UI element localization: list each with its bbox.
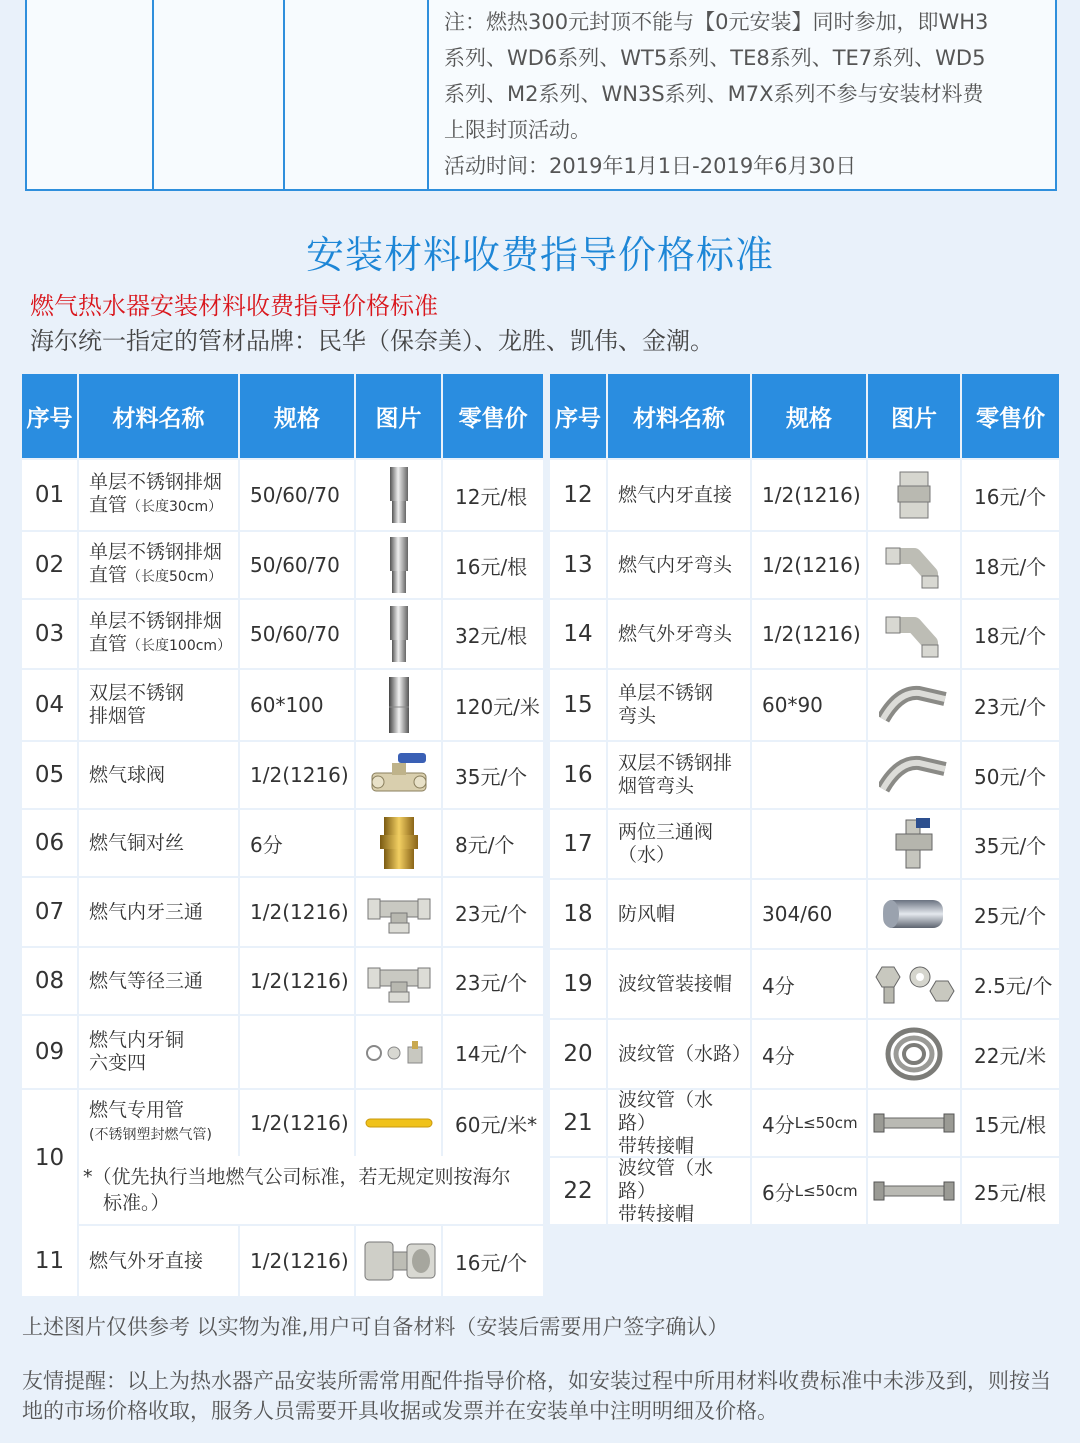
material-name-text xyxy=(618,682,713,728)
row-number: 15 xyxy=(550,670,606,740)
name-line: 排烟管 xyxy=(89,705,147,727)
name-line: 燃气内牙直接 xyxy=(618,483,733,506)
material-name xyxy=(608,532,750,598)
material-name xyxy=(79,878,238,946)
column-header: 图片 xyxy=(356,374,441,458)
name-line: 弯头 xyxy=(618,705,657,727)
material-name xyxy=(79,810,238,876)
name-line: 波纹管（水路） xyxy=(618,1156,714,1202)
product-image xyxy=(868,950,960,1018)
note-line: 上限封顶活动。 xyxy=(444,118,591,142)
name-line: 单层不锈钢排烟 xyxy=(89,541,223,563)
spec-value: 4分 xyxy=(762,1112,795,1137)
retail-price: 23元/个 xyxy=(962,670,1059,740)
spec-length: L≤50cm xyxy=(794,1182,858,1200)
material-name-text xyxy=(618,1043,750,1066)
product-image xyxy=(356,948,441,1014)
row-number: 05 xyxy=(22,742,77,808)
material-name xyxy=(608,460,750,530)
column-header: 序号 xyxy=(22,374,77,458)
name-line: （水） xyxy=(618,844,676,866)
spec xyxy=(752,532,866,598)
retail-price: 12元/根 xyxy=(443,460,543,530)
flex-hose-icon xyxy=(872,1110,956,1136)
product-image xyxy=(356,1016,441,1088)
name-line: 波纹管装接帽 xyxy=(618,972,733,995)
product-image xyxy=(868,810,960,878)
material-name-text xyxy=(618,623,732,646)
retail-price: 120元/米 xyxy=(443,670,543,740)
material-name xyxy=(608,1090,750,1156)
spec-value: 1/2(1216) xyxy=(762,622,861,646)
name-line: 燃气铜对丝 xyxy=(89,831,185,854)
row-number: 13 xyxy=(550,532,606,598)
retail-price: 16元/个 xyxy=(443,1226,543,1296)
material-name-text xyxy=(618,903,675,926)
name-note: （长度100cm） xyxy=(127,638,232,654)
price-table xyxy=(22,374,1059,1296)
spec-value: 4分 xyxy=(762,973,795,998)
gas-hose-icon xyxy=(364,1116,434,1130)
name-line: 单层不锈钢排烟 xyxy=(89,471,223,493)
material-name xyxy=(79,600,238,668)
row-number: 06 xyxy=(22,810,77,876)
material-name xyxy=(608,880,750,948)
retail-price: 23元/个 xyxy=(443,878,543,946)
product-image xyxy=(356,742,441,808)
name-line: 燃气等径三通 xyxy=(89,969,204,992)
spec-value: 60*90 xyxy=(762,693,823,717)
retail-price: 25元/个 xyxy=(962,880,1059,948)
material-name xyxy=(79,460,238,530)
column-header: 零售价 xyxy=(443,374,543,458)
product-image xyxy=(868,1090,960,1156)
elbow-icon xyxy=(884,540,944,590)
spec: 1/2(1216) xyxy=(240,878,354,946)
name-line: 六变四 xyxy=(89,1052,147,1074)
material-name-text xyxy=(618,1089,750,1158)
material-name-text xyxy=(618,973,732,996)
spec: 1/2(1216) xyxy=(240,1090,354,1156)
product-image xyxy=(868,600,960,668)
male-connector-icon xyxy=(359,1234,439,1288)
spec: 1/2(1216) xyxy=(240,948,354,1014)
column-header: 材料名称 xyxy=(79,374,238,458)
retail-price: 32元/根 xyxy=(443,600,543,668)
name-line: 单层不锈钢排烟 xyxy=(89,610,223,632)
material-name xyxy=(79,670,238,740)
material-name xyxy=(608,810,750,878)
material-name xyxy=(608,1020,750,1088)
material-name xyxy=(79,532,238,598)
spec-value: 1/2(1216) xyxy=(762,553,861,577)
name-line: 两位三通阀 xyxy=(618,821,714,843)
retail-price: 50元/个 xyxy=(962,742,1059,808)
name-line: 带转接帽 xyxy=(618,1134,695,1157)
material-name-text xyxy=(89,541,222,589)
product-image xyxy=(868,1158,960,1224)
material-name-text xyxy=(89,901,203,924)
spec xyxy=(240,1016,354,1088)
page-title: 安装材料收费指导价格标准 xyxy=(305,233,774,277)
note-text xyxy=(83,1164,511,1216)
material-name-text xyxy=(89,832,184,855)
name-line: 单层不锈钢 xyxy=(618,682,714,704)
product-image xyxy=(356,810,441,876)
tee-fitting-icon xyxy=(366,889,432,935)
flue-elbow-icon xyxy=(879,753,949,797)
material-name-text xyxy=(89,682,184,728)
name-line: 带转接帽 xyxy=(618,1202,695,1225)
name-line: 燃气内牙三通 xyxy=(89,900,204,923)
spec: 1/2(1216) xyxy=(240,1226,354,1296)
note-line: 系列、M2系列、WN3S系列、M7X系列不参与安装材料费 xyxy=(444,82,984,106)
note-line: 系列、WD6系列、WT5系列、TE8系列、TE7系列、WD5 xyxy=(444,46,986,70)
column-header: 序号 xyxy=(550,374,606,458)
retail-price: 18元/个 xyxy=(962,600,1059,668)
spec: 50/60/70 xyxy=(240,532,354,598)
straight-pipe-icon xyxy=(384,535,414,595)
row-number: 14 xyxy=(550,600,606,668)
spec xyxy=(752,950,866,1018)
spec: 50/60/70 xyxy=(240,460,354,530)
wind-cap-icon xyxy=(879,894,949,934)
spec-value: 1/2(1216) xyxy=(762,483,861,507)
column-header: 图片 xyxy=(868,374,960,458)
product-image xyxy=(868,880,960,948)
material-name xyxy=(608,742,750,808)
retail-price: 2.5元/个 xyxy=(962,950,1059,1018)
spec xyxy=(752,880,866,948)
product-image xyxy=(868,670,960,740)
material-name-text xyxy=(89,471,222,519)
retail-price: 22元/米 xyxy=(962,1020,1059,1088)
material-name-text xyxy=(89,970,203,993)
flue-elbow-icon xyxy=(879,683,949,727)
name-line: 波纹管（水路） xyxy=(618,1088,714,1134)
spec-length: L≤50cm xyxy=(794,1114,858,1132)
material-name xyxy=(608,600,750,668)
name-note: （长度30cm） xyxy=(127,499,223,515)
row-number: 17 xyxy=(550,810,606,878)
material-name xyxy=(79,1016,238,1088)
column-header: 规格 xyxy=(752,374,866,458)
name-line: 燃气外牙弯头 xyxy=(618,622,733,645)
name-line: 防风帽 xyxy=(618,902,676,925)
product-image xyxy=(356,1226,441,1296)
hose-coil-icon xyxy=(884,1026,944,1082)
material-name-text xyxy=(89,764,165,787)
product-image xyxy=(868,1020,960,1088)
tee-fitting-icon xyxy=(366,958,432,1004)
spec xyxy=(752,810,866,878)
divider xyxy=(283,0,285,189)
spec xyxy=(752,1158,866,1224)
spec: 6分 xyxy=(240,810,354,876)
name-note: （长度50cm） xyxy=(127,569,223,585)
spec xyxy=(752,1090,866,1156)
row-number: 03 xyxy=(22,600,77,668)
name-line: 直管 xyxy=(89,494,128,516)
coupling-icon xyxy=(894,470,934,520)
brand-list: 海尔统一指定的管材品牌：民华（保奈美）、龙胜、凯伟、金潮。 xyxy=(30,327,714,355)
section-subtitle: 燃气热水器安装材料收费指导价格标准 xyxy=(30,292,438,320)
spec xyxy=(752,670,866,740)
material-name xyxy=(608,950,750,1018)
row-number: 16 xyxy=(550,742,606,808)
spec xyxy=(752,460,866,530)
nut-set-icon xyxy=(872,961,956,1007)
row-number: 02 xyxy=(22,532,77,598)
row-number: 11 xyxy=(22,1226,77,1296)
product-image xyxy=(868,460,960,530)
spec-value: 304/60 xyxy=(762,902,833,926)
material-name-text xyxy=(89,610,231,658)
material-name-text xyxy=(618,1157,750,1226)
product-image xyxy=(356,532,441,598)
material-name-text xyxy=(618,821,713,867)
straight-pipe-icon xyxy=(384,465,414,525)
product-image xyxy=(868,532,960,598)
note-line: 注：燃热300元封顶不能与【0元安装】同时参加，即WH3 xyxy=(444,10,989,34)
retail-price: 18元/个 xyxy=(962,532,1059,598)
name-line: 烟管弯头 xyxy=(618,775,695,797)
flex-hose-icon xyxy=(872,1178,956,1204)
three-way-valve-icon xyxy=(892,816,936,872)
name-line: 直管 xyxy=(89,633,128,655)
name-line: 双层不锈钢排 xyxy=(618,752,733,774)
gas-pipe-note xyxy=(79,1156,543,1224)
note-line: *（优先执行当地燃气公司标准，若无规定则按海尔 xyxy=(83,1166,511,1188)
retail-price: 60元/米* xyxy=(443,1090,543,1156)
name-line: 波纹管（水路） xyxy=(618,1042,752,1065)
spec-value: 6分 xyxy=(762,1180,795,1205)
product-image xyxy=(356,460,441,530)
retail-price: 25元/根 xyxy=(962,1158,1059,1224)
spec xyxy=(752,600,866,668)
elbow-icon xyxy=(884,609,944,659)
spec-value: 4分 xyxy=(762,1043,795,1068)
row-number: 04 xyxy=(22,670,77,740)
material-name xyxy=(79,1090,238,1156)
material-name xyxy=(608,1158,750,1224)
row-number: 21 xyxy=(550,1090,606,1156)
spec xyxy=(752,1020,866,1088)
footer-reminder: 友情提醒：以上为热水器产品安装所需常用配件指导价格，如安装过程中所用材料收费标准中未涉及到，则按当地的市场价格收取，服务人员需要开具收据或发票并在安装单中注明明细及价格。 xyxy=(22,1369,1051,1423)
footer-disclaimer: 上述图片仅供参考 以实物为准,用户可自备材料（安装后需要用户签字确认） xyxy=(22,1315,729,1339)
material-name-text xyxy=(89,1099,212,1147)
row-number: 12 xyxy=(550,460,606,530)
divider xyxy=(152,0,154,189)
material-name: 燃气外牙直接 xyxy=(79,1226,238,1296)
product-image xyxy=(356,878,441,946)
product-image xyxy=(356,670,441,740)
note-line: 标准。） xyxy=(103,1192,170,1214)
name-line: 燃气球阀 xyxy=(89,763,166,786)
spec xyxy=(752,742,866,808)
name-line: 直管 xyxy=(89,564,128,586)
row-number: 01 xyxy=(22,460,77,530)
product-image xyxy=(356,1090,441,1156)
row-number: 09 xyxy=(22,1016,77,1088)
retail-price: 35元/个 xyxy=(962,810,1059,878)
note-line: 活动时间：2019年1月1日-2019年6月30日 xyxy=(444,154,857,178)
row-number: 08 xyxy=(22,948,77,1014)
row-number: 19 xyxy=(550,950,606,1018)
product-image xyxy=(356,600,441,668)
material-name-text xyxy=(89,1029,184,1075)
name-line: 燃气专用管 xyxy=(89,1099,185,1121)
brass-nipple-icon xyxy=(376,815,422,871)
retail-price: 14元/个 xyxy=(443,1016,543,1088)
spec: 1/2(1216) xyxy=(240,742,354,808)
retail-price: 8元/个 xyxy=(443,810,543,876)
material-name xyxy=(79,742,238,808)
spec: 60*100 xyxy=(240,670,354,740)
retail-price: 16元/个 xyxy=(962,460,1059,530)
retail-price: 23元/个 xyxy=(443,948,543,1014)
row-number: 10 xyxy=(22,1090,77,1226)
column-header: 零售价 xyxy=(962,374,1059,458)
retail-price: 15元/根 xyxy=(962,1090,1059,1156)
row-number: 18 xyxy=(550,880,606,948)
name-note: (不锈钢塑封燃气管) xyxy=(89,1127,212,1143)
double-pipe-icon xyxy=(384,675,414,735)
retail-price: 16元/根 xyxy=(443,532,543,598)
name-line: 双层不锈钢 xyxy=(89,682,185,704)
material-name-text xyxy=(618,554,732,577)
divider xyxy=(427,0,429,189)
reducer-parts-icon xyxy=(364,1037,434,1067)
name-line: 燃气内牙弯头 xyxy=(618,553,733,576)
spec: 50/60/70 xyxy=(240,600,354,668)
material-name xyxy=(79,948,238,1014)
product-image xyxy=(868,742,960,808)
material-name xyxy=(608,670,750,740)
column-header: 规格 xyxy=(240,374,354,458)
name-line: 燃气内牙铜 xyxy=(89,1029,185,1051)
row-number: 22 xyxy=(550,1158,606,1224)
material-name-text xyxy=(618,484,732,507)
retail-price: 35元/个 xyxy=(443,742,543,808)
ball-valve-icon xyxy=(368,749,430,801)
material-name-text xyxy=(618,752,732,798)
straight-pipe-icon xyxy=(384,604,414,664)
row-number: 20 xyxy=(550,1020,606,1088)
activity-note-text xyxy=(444,4,1044,184)
row-number: 07 xyxy=(22,878,77,946)
column-header: 材料名称 xyxy=(608,374,750,458)
